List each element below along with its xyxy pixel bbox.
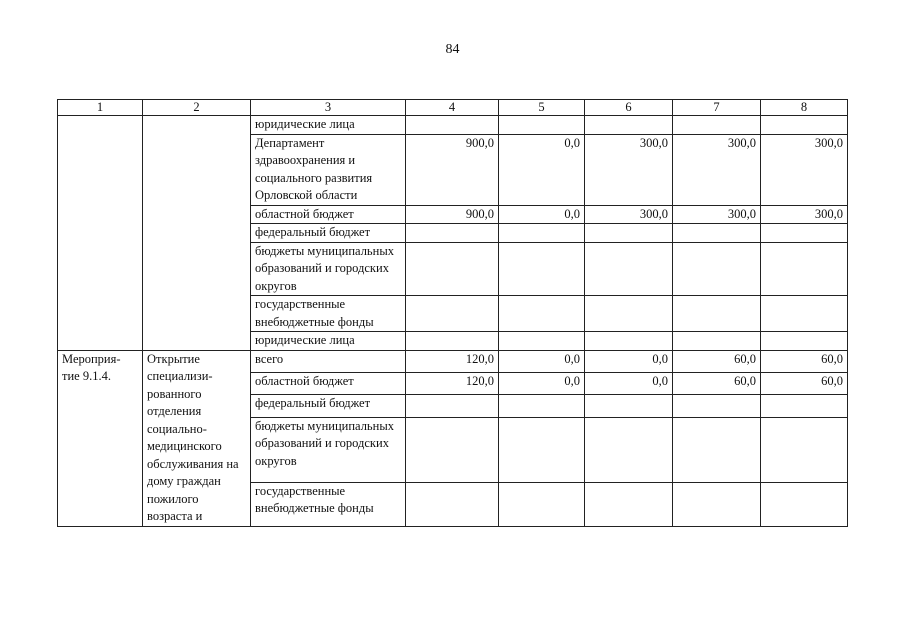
column-header: 3 [251, 100, 406, 116]
value-cell [499, 296, 585, 332]
value-cell: 60,0 [761, 350, 848, 372]
funding-source-label: юридические лица [251, 116, 406, 135]
value-cell: 0,0 [585, 350, 673, 372]
column-header: 8 [761, 100, 848, 116]
column-number-row [58, 100, 848, 116]
value-cell [761, 296, 848, 332]
value-cell [499, 395, 585, 417]
description-cell: Открытие специализи-рованного отделения социально-медицинского обслуживания на дому граждан пожилого возраста и [143, 350, 251, 526]
value-cell [761, 242, 848, 296]
column-header: 4 [406, 100, 499, 116]
value-cell [673, 296, 761, 332]
page-number: 84 [445, 42, 460, 57]
value-cell [406, 395, 499, 417]
value-cell: 0,0 [499, 205, 585, 224]
value-cell [673, 116, 761, 135]
value-cell [406, 417, 499, 482]
value-cell: 120,0 [406, 372, 499, 394]
budget-table [57, 99, 848, 527]
value-cell: 300,0 [673, 134, 761, 205]
value-cell [406, 482, 499, 526]
value-cell: 60,0 [673, 372, 761, 394]
value-cell [761, 116, 848, 135]
funding-source-label: Департамент здравоохранения и социального развития Орловской области [251, 134, 406, 205]
column-header: 1 [58, 100, 143, 116]
funding-source-label: государственные внебюджетные фонды [251, 482, 406, 526]
value-cell [499, 242, 585, 296]
value-cell: 900,0 [406, 134, 499, 205]
value-cell: 900,0 [406, 205, 499, 224]
value-cell [585, 332, 673, 351]
column-header: 2 [143, 100, 251, 116]
value-cell [499, 116, 585, 135]
column-header: 5 [499, 100, 585, 116]
column-header: 7 [673, 100, 761, 116]
value-cell [499, 224, 585, 243]
value-cell [406, 332, 499, 351]
funding-source-label: всего [251, 350, 406, 372]
table-row [58, 116, 848, 135]
value-cell: 120,0 [406, 350, 499, 372]
value-cell [406, 116, 499, 135]
value-cell [585, 116, 673, 135]
measure-cell-empty [58, 116, 143, 351]
funding-source-label: бюджеты муниципальных образований и городских округов [251, 417, 406, 482]
value-cell: 0,0 [499, 134, 585, 205]
value-cell [406, 224, 499, 243]
value-cell [585, 296, 673, 332]
value-cell: 0,0 [499, 350, 585, 372]
measure-cell: Мероприя-тие 9.1.4. [58, 350, 143, 526]
value-cell [673, 395, 761, 417]
value-cell [585, 224, 673, 243]
value-cell [585, 482, 673, 526]
funding-source-label: государственные внебюджетные фонды [251, 296, 406, 332]
funding-source-label: бюджеты муниципальных образований и городских округов [251, 242, 406, 296]
value-cell [673, 332, 761, 351]
value-cell [406, 296, 499, 332]
funding-source-label: федеральный бюджет [251, 395, 406, 417]
value-cell [585, 242, 673, 296]
value-cell [761, 482, 848, 526]
value-cell: 300,0 [761, 134, 848, 205]
value-cell: 300,0 [761, 205, 848, 224]
value-cell: 0,0 [585, 372, 673, 394]
value-cell [585, 395, 673, 417]
funding-source-label: федеральный бюджет [251, 224, 406, 243]
value-cell: 60,0 [673, 350, 761, 372]
value-cell [673, 417, 761, 482]
description-cell-empty [143, 116, 251, 351]
value-cell: 300,0 [585, 134, 673, 205]
value-cell [761, 417, 848, 482]
funding-source-label: областной бюджет [251, 372, 406, 394]
column-header: 6 [585, 100, 673, 116]
value-cell [499, 482, 585, 526]
value-cell: 300,0 [673, 205, 761, 224]
value-cell [761, 332, 848, 351]
value-cell: 300,0 [585, 205, 673, 224]
value-cell: 60,0 [761, 372, 848, 394]
value-cell [406, 242, 499, 296]
value-cell [673, 242, 761, 296]
value-cell: 0,0 [499, 372, 585, 394]
funding-source-label: юридические лица [251, 332, 406, 351]
value-cell [499, 417, 585, 482]
table-row [58, 350, 848, 372]
value-cell [761, 395, 848, 417]
value-cell [585, 417, 673, 482]
value-cell [673, 224, 761, 243]
funding-source-label: областной бюджет [251, 205, 406, 224]
value-cell [673, 482, 761, 526]
value-cell [761, 224, 848, 243]
value-cell [499, 332, 585, 351]
